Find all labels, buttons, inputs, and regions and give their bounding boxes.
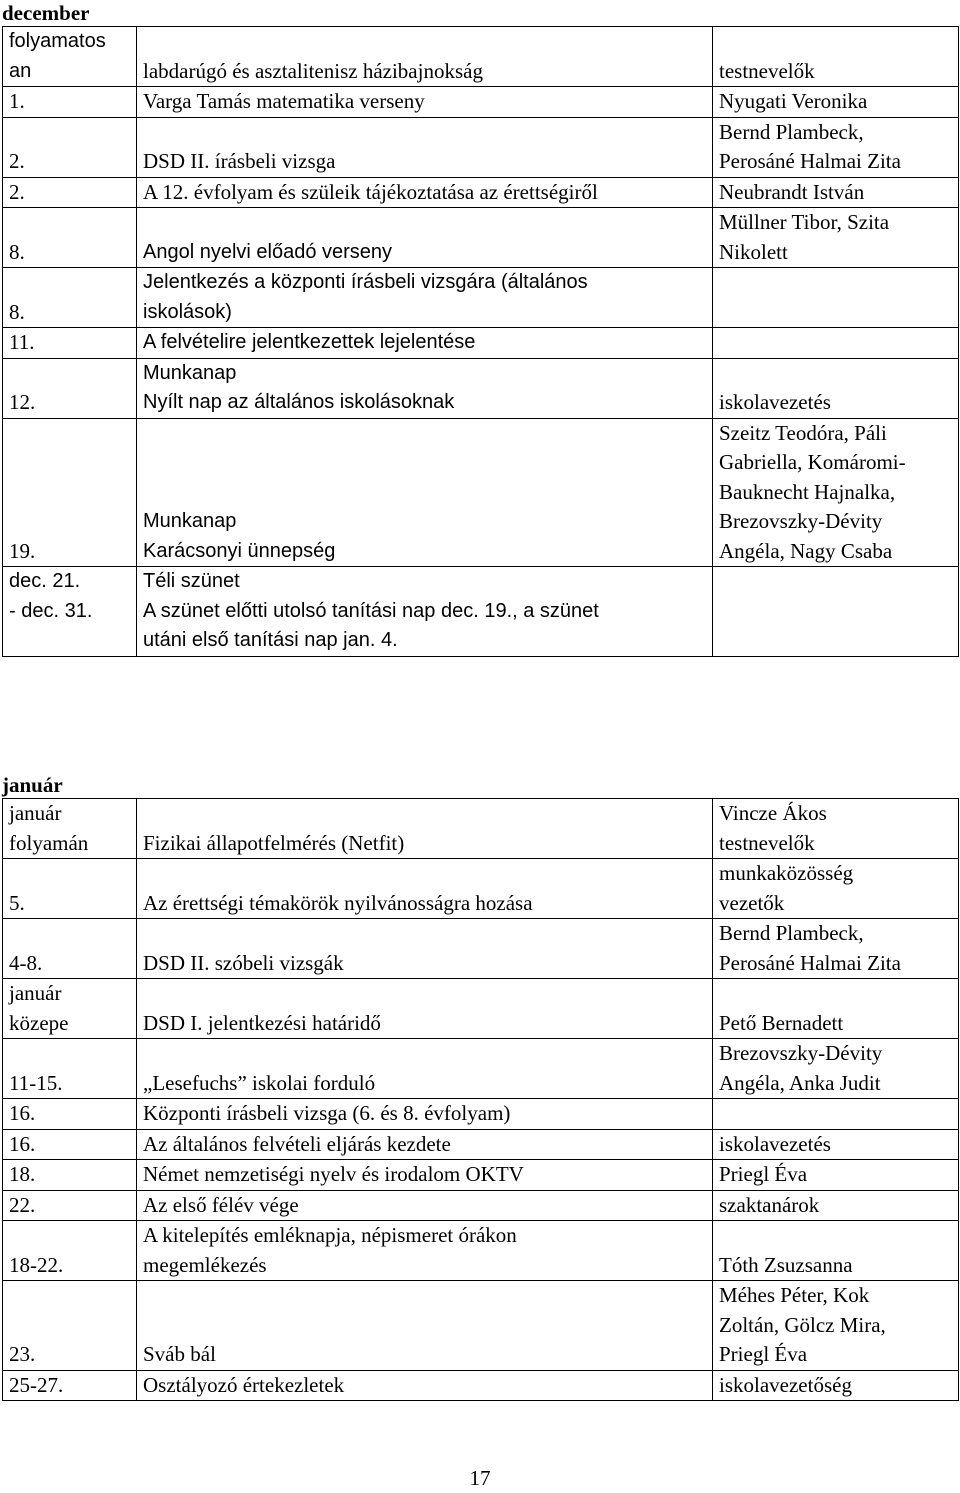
responsible-cell-line: Zoltán, Gölcz Mira, — [719, 1312, 886, 1337]
table-row — [3, 799, 959, 859]
responsible-cell-line: Angéla, Anka Judit — [719, 1070, 881, 1095]
responsible-cell-line: Neubrandt István — [719, 179, 865, 204]
responsible-cell-line: Perosáné Halmai Zita — [719, 950, 901, 975]
date-cell-line: 19. — [9, 538, 36, 563]
table-row — [3, 268, 959, 328]
event-cell-line: A 12. évfolyam és szüleik tájékoztatása az érettségiről — [143, 179, 598, 204]
date-cell-line: 8. — [9, 299, 25, 324]
date-cell-line: 22. — [9, 1192, 36, 1217]
responsible-cell — [713, 1370, 959, 1401]
responsible-cell-line: Brezovszky-Dévity — [719, 509, 883, 533]
event-cell-line: Központi írásbeli vizsga (6. és 8. évfolyam) — [143, 1101, 511, 1125]
responsible-cell-line: Bernd Plambeck, — [719, 921, 864, 945]
december-heading: december — [2, 1, 90, 25]
januar-schedule-table — [2, 798, 959, 1401]
responsible-cell-line: Müllner Tibor, Szita — [719, 210, 890, 234]
responsible-cell-line: Priegl Éva — [719, 1162, 808, 1186]
table-row — [3, 979, 959, 1039]
event-cell-line: Sváb bál — [143, 1342, 216, 1366]
responsible-cell — [713, 27, 959, 87]
event-cell-line: labdarúgó és asztalitenisz házibajnokság — [143, 58, 483, 83]
event-cell-line: Jelentkezés a központi írásbeli vizsgára (általános — [143, 271, 588, 293]
event-cell — [137, 1129, 713, 1160]
responsible-cell — [713, 1160, 959, 1191]
responsible-cell — [713, 418, 959, 567]
responsible-cell — [713, 919, 959, 979]
table-row — [3, 567, 959, 657]
date-cell — [3, 1099, 137, 1130]
table-row — [3, 1160, 959, 1191]
responsible-cell — [713, 567, 959, 657]
event-cell-line: A felvételire jelentkezettek lejelentése — [143, 331, 476, 353]
date-cell-line: közepe — [9, 1010, 69, 1035]
responsible-cell — [713, 328, 959, 359]
table-row — [3, 1190, 959, 1221]
event-cell-line: Téli szünet — [143, 570, 240, 592]
event-cell-line: Az általános felvételi eljárás kezdete — [143, 1131, 451, 1156]
responsible-cell-line: Nyugati Veronika — [719, 89, 868, 113]
event-cell — [137, 268, 713, 328]
event-cell-line: iskolások) — [143, 300, 232, 323]
date-cell-line: 16. — [9, 1131, 36, 1156]
event-cell — [137, 567, 713, 657]
table-row — [3, 1039, 959, 1099]
date-cell — [3, 268, 137, 328]
event-cell — [137, 117, 713, 177]
table-row — [3, 919, 959, 979]
page-number: 17 — [469, 1466, 491, 1490]
date-cell-line: dec. 21. — [9, 570, 81, 592]
date-cell-line: - dec. 31. — [9, 599, 93, 622]
date-cell-line: 12. — [9, 390, 36, 414]
event-cell — [137, 1190, 713, 1221]
event-cell — [137, 27, 713, 87]
date-cell — [3, 859, 137, 919]
event-cell-line: Munkanap — [143, 361, 237, 384]
table-row — [3, 177, 959, 208]
responsible-cell — [713, 799, 959, 859]
table-row — [3, 1099, 959, 1130]
date-cell-line: 1. — [9, 89, 25, 113]
event-cell-line: Varga Tamás matematika verseny — [143, 89, 425, 113]
date-cell — [3, 1281, 137, 1371]
date-cell — [3, 799, 137, 859]
responsible-cell-line: testnevelők — [719, 58, 815, 83]
responsible-cell — [713, 117, 959, 177]
date-cell — [3, 1160, 137, 1191]
event-cell — [137, 1370, 713, 1401]
table-row — [3, 859, 959, 919]
table-row — [3, 208, 959, 268]
date-cell-line: 18-22. — [9, 1252, 64, 1277]
date-cell-line: 18. — [9, 1162, 36, 1186]
responsible-cell — [713, 177, 959, 208]
responsible-cell-line: iskolavezetés — [719, 1131, 831, 1156]
responsible-cell — [713, 87, 959, 118]
event-cell-line: Angol nyelvi előadó verseny — [143, 240, 393, 263]
responsible-cell — [713, 1221, 959, 1281]
date-cell — [3, 117, 137, 177]
date-cell — [3, 87, 137, 118]
date-cell-line: 8. — [9, 239, 25, 264]
event-cell-line: Az érettségi témakörök nyilvánosságra hozása — [143, 890, 533, 915]
responsible-cell-line: munkaközösség — [719, 861, 854, 885]
date-cell-line: 2. — [9, 179, 25, 204]
event-cell-line: Fizikai állapotfelmérés (Netfit) — [143, 830, 405, 855]
responsible-cell — [713, 1129, 959, 1160]
date-cell-line: an — [9, 59, 32, 82]
event-cell-line: DSD II. szóbeli vizsgák — [143, 950, 344, 975]
date-cell-line: 2. — [9, 149, 25, 173]
date-cell-line: 23. — [9, 1342, 36, 1366]
table-row — [3, 87, 959, 118]
date-cell-line: 5. — [9, 890, 25, 915]
responsible-cell — [713, 358, 959, 418]
date-cell — [3, 1221, 137, 1281]
event-cell — [137, 979, 713, 1039]
event-cell — [137, 418, 713, 567]
event-cell-line: Nyílt nap az általános iskolásoknak — [143, 391, 455, 413]
date-cell-line: 11. — [9, 330, 35, 354]
date-cell-line: január — [9, 801, 62, 825]
table-row — [3, 1221, 959, 1281]
event-cell — [137, 358, 713, 418]
date-cell — [3, 177, 137, 208]
event-cell — [137, 208, 713, 268]
responsible-cell — [713, 1190, 959, 1221]
event-cell-line: DSD I. jelentkezési határidő — [143, 1010, 381, 1035]
event-cell-line: A kitelepítés emléknapja, népismeret órákon — [143, 1223, 517, 1247]
event-cell — [137, 177, 713, 208]
event-cell-line: A szünet előtti utolsó tanítási nap dec. 19., a szünet — [143, 599, 599, 622]
table-row — [3, 27, 959, 87]
event-cell — [137, 1281, 713, 1371]
event-cell — [137, 859, 713, 919]
event-cell-line: Munkanap — [143, 510, 237, 532]
table-row — [3, 418, 959, 567]
date-cell — [3, 1039, 137, 1099]
responsible-cell-line: vezetők — [719, 890, 785, 915]
date-cell-line: 4-8. — [9, 950, 43, 975]
responsible-cell-line: Bernd Plambeck, — [719, 119, 864, 144]
event-cell — [137, 799, 713, 859]
responsible-cell-line: iskolavezetés — [719, 390, 831, 414]
responsible-cell — [713, 1099, 959, 1130]
responsible-cell-line: Nikolett — [719, 239, 788, 264]
date-cell-line: 16. — [9, 1101, 36, 1125]
date-cell-line: 11-15. — [9, 1070, 63, 1095]
date-cell — [3, 919, 137, 979]
event-cell — [137, 328, 713, 359]
responsible-cell-line: Pető Bernadett — [719, 1010, 844, 1035]
responsible-cell-line: szaktanárok — [719, 1192, 820, 1217]
responsible-cell-line: Angéla, Nagy Csaba — [719, 538, 893, 563]
date-cell — [3, 567, 137, 657]
januar-heading: január — [2, 773, 63, 797]
responsible-cell-line: iskolavezetőség — [719, 1372, 852, 1397]
responsible-cell — [713, 208, 959, 268]
event-cell — [137, 1221, 713, 1281]
event-cell — [137, 1039, 713, 1099]
responsible-cell-line: testnevelők — [719, 830, 815, 855]
date-cell — [3, 1370, 137, 1401]
date-cell — [3, 328, 137, 359]
date-cell-line: január — [9, 981, 62, 1005]
responsible-cell-line: Brezovszky-Dévity — [719, 1041, 883, 1065]
table-row — [3, 117, 959, 177]
table-row — [3, 358, 959, 418]
december-schedule-table — [2, 26, 959, 657]
date-cell-line: folyamatos — [9, 30, 106, 52]
date-cell-line: folyamán — [9, 830, 89, 855]
event-cell-line: Osztályozó értekezletek — [143, 1372, 345, 1397]
responsible-cell-line: Bauknecht Hajnalka, — [719, 479, 896, 504]
responsible-cell-line: Perosáné Halmai Zita — [719, 149, 901, 173]
event-cell — [137, 919, 713, 979]
table-row — [3, 328, 959, 359]
responsible-cell-line: Tóth Zsuzsanna — [719, 1252, 853, 1277]
date-cell — [3, 27, 137, 87]
responsible-cell-line: Priegl Éva — [719, 1342, 808, 1366]
date-cell — [3, 358, 137, 418]
responsible-cell-line: Méhes Péter, Kok — [719, 1283, 870, 1307]
event-cell-line: utáni első tanítási nap jan. 4. — [143, 629, 398, 651]
event-cell-line: Karácsonyi ünnepség — [143, 539, 336, 562]
event-cell — [137, 1160, 713, 1191]
date-cell — [3, 979, 137, 1039]
date-cell — [3, 208, 137, 268]
table-row — [3, 1129, 959, 1160]
event-cell-line: Német nemzetiségi nyelv és irodalom OKTV — [143, 1162, 524, 1186]
responsible-cell-line: Szeitz Teodóra, Páli — [719, 420, 887, 445]
event-cell-line: megemlékezés — [143, 1252, 267, 1277]
date-cell — [3, 418, 137, 567]
responsible-cell — [713, 979, 959, 1039]
responsible-cell — [713, 1281, 959, 1371]
responsible-cell — [713, 859, 959, 919]
event-cell-line: DSD II. írásbeli vizsga — [143, 149, 336, 173]
date-cell — [3, 1190, 137, 1221]
event-cell — [137, 1099, 713, 1130]
date-cell — [3, 1129, 137, 1160]
responsible-cell-line: Vincze Ákos — [719, 801, 827, 825]
responsible-cell-line: Gabriella, Komáromi- — [719, 450, 906, 474]
date-cell-line: 25-27. — [9, 1372, 64, 1397]
event-cell — [137, 87, 713, 118]
event-cell-line: Az első félév vége — [143, 1192, 299, 1217]
responsible-cell — [713, 1039, 959, 1099]
table-row — [3, 1370, 959, 1401]
event-cell-line: „Lesefuchs” iskolai forduló — [143, 1070, 376, 1095]
table-row — [3, 1281, 959, 1371]
responsible-cell — [713, 268, 959, 328]
